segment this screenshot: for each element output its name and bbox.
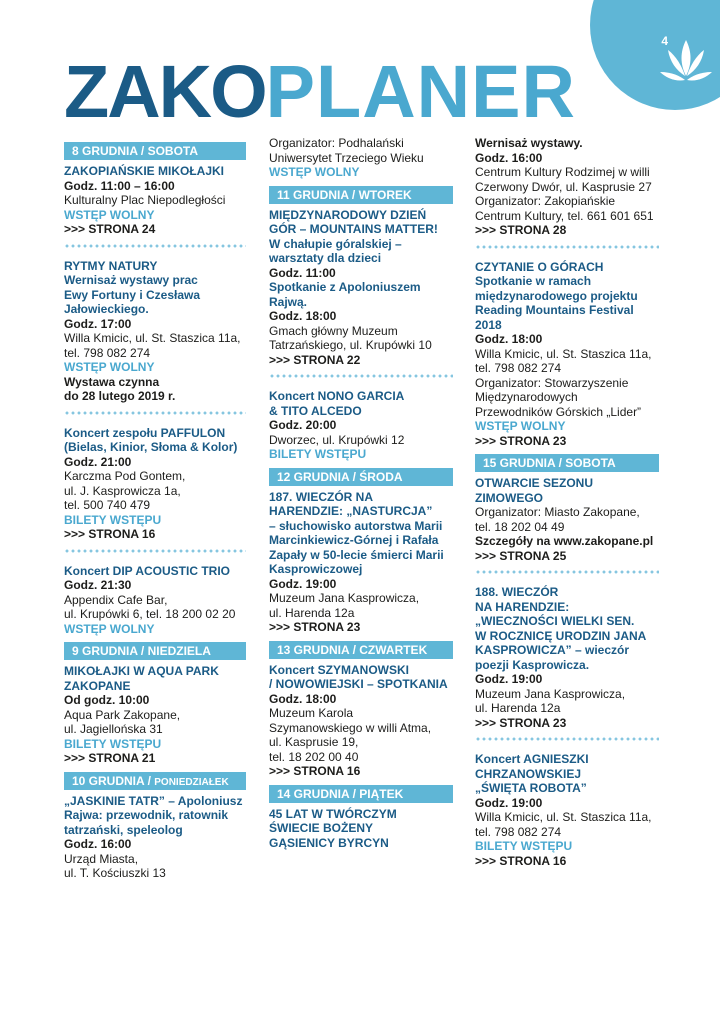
event-detail-bold: Od godz. 10:00	[64, 693, 150, 707]
event-detail: ul. Harenda 12a	[475, 701, 561, 715]
event-detail-bold: >>> STRONA 16	[269, 764, 361, 778]
event-detail: tel. 798 082 274	[475, 824, 562, 839]
event-detail-bold: Wernisaż wystawy.	[475, 136, 583, 150]
event-title: Koncert zespołu PAFFULON	[64, 425, 226, 440]
page-number: 4	[661, 34, 668, 48]
event-title: ZIMOWEGO	[475, 490, 543, 505]
day-header-label: 12 GRUDNIA / ŚRODA	[277, 469, 403, 484]
event-subtitle: Kasprowiczowej	[269, 562, 363, 576]
entry-info: BILETY WSTĘPU	[64, 736, 162, 751]
event-detail-bold: Godz. 16:00	[475, 150, 543, 165]
event-title: Koncert SZYMANOWSKI	[269, 662, 410, 677]
entry-info: WSTĘP WOLNY	[269, 165, 360, 179]
event-detail: ul. Harenda 12a	[269, 605, 355, 620]
event-entry	[269, 389, 453, 462]
event-detail-bold: >>> STRONA 23	[475, 433, 567, 448]
day-header	[269, 186, 453, 204]
event-entry	[475, 752, 659, 868]
event-title: CHRZANOWSKIEJ	[475, 766, 582, 781]
event-detail: Karczma Pod Gontem,	[64, 469, 186, 483]
dotted-divider	[64, 548, 246, 554]
event-detail: Willa Kmicic, ul. St. Staszica 11a,	[475, 810, 652, 824]
event-detail: Kulturalny Plac Niepodległości	[64, 193, 226, 207]
event-entry	[269, 490, 453, 635]
event-detail-bold: Godz. 11:00	[269, 265, 336, 280]
event-detail: Centrum Kultury, tel. 661 601 651	[475, 208, 654, 223]
dotted-divider	[64, 243, 246, 249]
event-detail-bold: >>> STRONA 16	[64, 527, 156, 541]
event-subtitle: Wernisaż wystawy prac	[64, 273, 198, 287]
event-detail: tel. 500 740 479	[64, 498, 151, 512]
day-header-weekday: PONIEDZIAŁEK	[154, 776, 229, 788]
event-title: / NOWOWIEJSKI – SPOTKANIA	[269, 677, 448, 691]
event-detail: Tatrzańskiego, ul. Krupówki 10	[269, 338, 432, 352]
day-header	[64, 142, 246, 160]
event-entry	[64, 426, 246, 542]
event-title: CZYTANIE O GÓRACH	[475, 259, 604, 274]
zakoplaner-logo	[64, 50, 576, 133]
event-detail-bold: >>> STRONA 21	[64, 751, 156, 765]
event-detail: Muzeum Jana Kasprowicza,	[475, 686, 626, 701]
event-subtitle: międzynarodowego projektu	[475, 288, 638, 303]
event-title: GĄSIENICY BYRCYN	[269, 835, 389, 850]
event-detail-bold: Godz. 18:00	[269, 309, 337, 323]
event-detail: Międzynarodowych	[475, 390, 578, 404]
event-title: NA HARENDZIE:	[475, 599, 570, 614]
event-entry	[64, 664, 246, 766]
event-detail: Czerwony Dwór, ul. Kasprusie 27	[475, 179, 652, 194]
entry-info: BILETY WSTĘPU	[269, 447, 367, 461]
event-title: MIKOŁAJKI W AQUA PARK	[64, 664, 219, 678]
event-detail-bold: >>> STRONA 25	[475, 548, 567, 563]
event-detail-bold: Szczegóły na www.zakopane.pl	[475, 534, 654, 548]
entry-info: WSTĘP WOLNY	[64, 360, 155, 374]
day-header-label: 11 GRUDNIA / WTOREK	[277, 187, 412, 202]
event-entry	[269, 136, 453, 180]
event-subtitle: 2018	[475, 317, 502, 332]
logo-zako: ZAKO	[64, 50, 266, 133]
entry-info: BILETY WSTĘPU	[475, 839, 573, 853]
event-subtitle: poezji Kasprowicza.	[475, 657, 590, 672]
event-title: 45 LAT W TWÓRCZYM	[269, 806, 397, 821]
dotted-divider	[475, 736, 659, 742]
event-title: OTWARCIE SEZONU	[475, 476, 594, 490]
event-detail-bold: >>> STRONA 28	[475, 223, 567, 237]
event-detail: Gmach główny Muzeum	[269, 323, 398, 338]
event-entry	[475, 136, 659, 238]
event-detail: Organizator: Miasto Zakopane,	[475, 505, 640, 519]
event-subtitle: Marcinkiewicz-Górnej i Rafała	[269, 533, 439, 547]
event-detail-bold: Godz. 21:30	[64, 578, 132, 592]
event-title: W ROCZNICĘ URODZIN JANA	[475, 628, 647, 643]
event-detail-bold: Godz. 18:00	[269, 691, 337, 706]
logo-planer: PLANER	[265, 50, 576, 133]
event-subtitle: Ewy Fortuny i Czesława	[64, 287, 201, 302]
dotted-divider	[269, 373, 453, 379]
event-detail: Przewodników Górskich „Lider”	[475, 404, 642, 419]
event-detail-bold: Godz. 20:00	[269, 418, 337, 432]
event-detail: ul. Krupówki 6, tel. 18 200 02 20	[64, 607, 236, 621]
event-subtitle: tatrzański, speleolog	[64, 822, 183, 837]
dotted-divider	[475, 569, 659, 575]
event-detail-bold: >>> STRONA 24	[64, 222, 156, 236]
event-detail-bold: Godz. 11:00 – 16:00	[64, 178, 175, 193]
entry-info: WSTĘP WOLNY	[475, 419, 566, 433]
day-header	[64, 772, 246, 790]
event-detail-bold: Godz. 16:00	[64, 837, 132, 851]
day-header-label: 13 GRUDNIA / CZWARTEK	[277, 642, 428, 657]
event-detail: Uniwersytet Trzeciego Wieku	[269, 150, 424, 165]
day-header	[269, 641, 453, 659]
event-subtitle: W chałupie góralskiej –	[269, 236, 402, 251]
event-title: HARENDZIE: „NASTURCJA”	[269, 504, 433, 518]
event-entry	[64, 259, 246, 404]
event-detail: tel. 798 082 274	[475, 361, 562, 375]
event-detail: Willa Kmicic, ul. St. Staszica 11a,	[475, 346, 652, 361]
day-header-label: 8 GRUDNIA / SOBOTA	[72, 144, 199, 158]
event-entry	[269, 807, 453, 851]
event-entry	[475, 260, 659, 449]
event-title: „ŚWIĘTA ROBOTA”	[475, 781, 587, 795]
event-subtitle: Zapały w 50-lecie śmierci Marii	[269, 547, 444, 562]
event-detail: ul. J. Kasprowicza 1a,	[64, 483, 181, 498]
event-detail-bold: >>> STRONA 16	[475, 853, 567, 868]
leaf-emblem-icon	[658, 36, 714, 86]
day-header	[269, 468, 453, 486]
event-detail: Szymanowskiego w willi Atma,	[269, 720, 432, 735]
event-entry	[269, 663, 453, 779]
event-title: GÓR – MOUNTAINS MATTER!	[269, 222, 438, 236]
event-subtitle: Rajwą.	[269, 294, 308, 309]
event-detail-bold: Godz. 21:00	[64, 454, 132, 469]
event-title: ZAKOPANE	[64, 678, 131, 693]
event-detail: ul. T. Kościuszki 13	[64, 866, 166, 880]
event-subtitle: Reading Mountains Festival	[475, 303, 634, 317]
event-detail: Muzeum Karola	[269, 706, 354, 720]
day-header	[475, 454, 659, 472]
event-detail: Organizator: Podhalański	[269, 136, 404, 150]
event-detail-bold: Wystawa czynna	[64, 374, 160, 389]
event-title: „JASKINIE TATR” – Apoloniusz	[64, 793, 243, 808]
event-title: 188. WIECZÓR	[475, 585, 559, 599]
day-header-label: 9 GRUDNIA / NIEDZIELA	[72, 644, 211, 658]
entry-info: BILETY WSTĘPU	[64, 512, 162, 527]
column-2	[269, 136, 453, 850]
event-subtitle: Jałowieckiego.	[64, 302, 149, 316]
event-entry	[475, 476, 659, 563]
event-detail-bold: Godz. 19:00	[475, 795, 543, 810]
event-subtitle: warsztaty dla dzieci	[269, 251, 382, 265]
event-detail: tel. 18 202 04 49	[475, 519, 565, 534]
event-detail-bold: Godz. 19:00	[269, 576, 337, 591]
entry-info: WSTĘP WOLNY	[64, 207, 155, 222]
event-subtitle: Spotkanie w ramach	[475, 274, 592, 288]
event-entry	[269, 208, 453, 368]
event-detail: Organizator: Zakopiańskie	[475, 194, 616, 208]
day-header-label: 10 GRUDNIA /	[72, 773, 155, 788]
event-detail: Urząd Miasta,	[64, 851, 139, 866]
event-detail: Dworzec, ul. Krupówki 12	[269, 432, 405, 447]
event-subtitle: (Bielas, Kinior, Słoma & Kolor)	[64, 440, 238, 454]
event-entry	[475, 585, 659, 730]
event-detail-bold: Godz. 19:00	[475, 672, 543, 686]
event-entry	[64, 164, 246, 237]
event-title: „WIECZNOŚCI WIELKI SEN.	[475, 614, 635, 628]
event-detail-bold: >>> STRONA 23	[269, 620, 361, 634]
event-detail: Centrum Kultury Rodzimej w willi	[475, 165, 650, 179]
event-detail: Aqua Park Zakopane,	[64, 707, 181, 722]
column-3	[475, 136, 659, 868]
event-title: MIĘDZYNARODOWY DZIEŃ	[269, 207, 427, 222]
entry-info: WSTĘP WOLNY	[64, 621, 155, 636]
day-header-label: 14 GRUDNIA / PIĄTEK	[277, 786, 404, 801]
event-title: KASPROWICZA” – wieczór	[475, 643, 630, 657]
dotted-divider	[475, 244, 659, 250]
event-detail: Willa Kmicic, ul. St. Staszica 11a,	[64, 331, 241, 345]
event-detail: ul. Jagiellońska 31	[64, 722, 163, 736]
day-header	[64, 642, 246, 660]
event-title: RYTMY NATURY	[64, 258, 158, 273]
event-title: ŚWIECIE BOŻENY	[269, 821, 374, 835]
day-header-label: 15 GRUDNIA / SOBOTA	[483, 456, 616, 470]
event-detail: ul. Kasprusie 19,	[269, 735, 359, 749]
event-title: & TITO ALCEDO	[269, 403, 362, 418]
event-entry	[64, 794, 246, 881]
event-detail-bold: Godz. 18:00	[475, 332, 543, 346]
event-detail: tel. 798 082 274	[64, 345, 151, 360]
event-detail: Muzeum Jana Kasprowicza,	[269, 591, 420, 605]
event-title: Koncert DIP ACOUSTIC TRIO	[64, 563, 231, 578]
event-subtitle: Rajwa: przewodnik, ratownik	[64, 808, 229, 822]
event-title: 187. WIECZÓR NA	[269, 489, 374, 504]
event-detail-bold: >>> STRONA 23	[475, 715, 567, 730]
column-1	[64, 136, 246, 881]
event-title: Koncert AGNIESZKI	[475, 752, 589, 766]
event-detail-bold: Godz. 17:00	[64, 316, 132, 331]
event-title: ZAKOPIAŃSKIE MIKOŁAJKI	[64, 164, 225, 178]
day-header	[269, 785, 453, 803]
event-subtitle: Spotkanie z Apoloniuszem	[269, 280, 421, 294]
event-detail: Organizator: Stowarzyszenie	[475, 375, 629, 390]
event-detail: tel. 18 202 00 40	[269, 749, 359, 764]
dotted-divider	[64, 410, 246, 416]
event-subtitle: – słuchowisko autorstwa Marii	[269, 518, 443, 533]
event-detail-bold: >>> STRONA 22	[269, 352, 361, 367]
event-title: Koncert NONO GARCIA	[269, 389, 405, 403]
event-entry	[64, 564, 246, 637]
event-detail-bold: do 28 lutego 2019 r.	[64, 389, 176, 403]
event-detail: Appendix Cafe Bar,	[64, 592, 168, 607]
